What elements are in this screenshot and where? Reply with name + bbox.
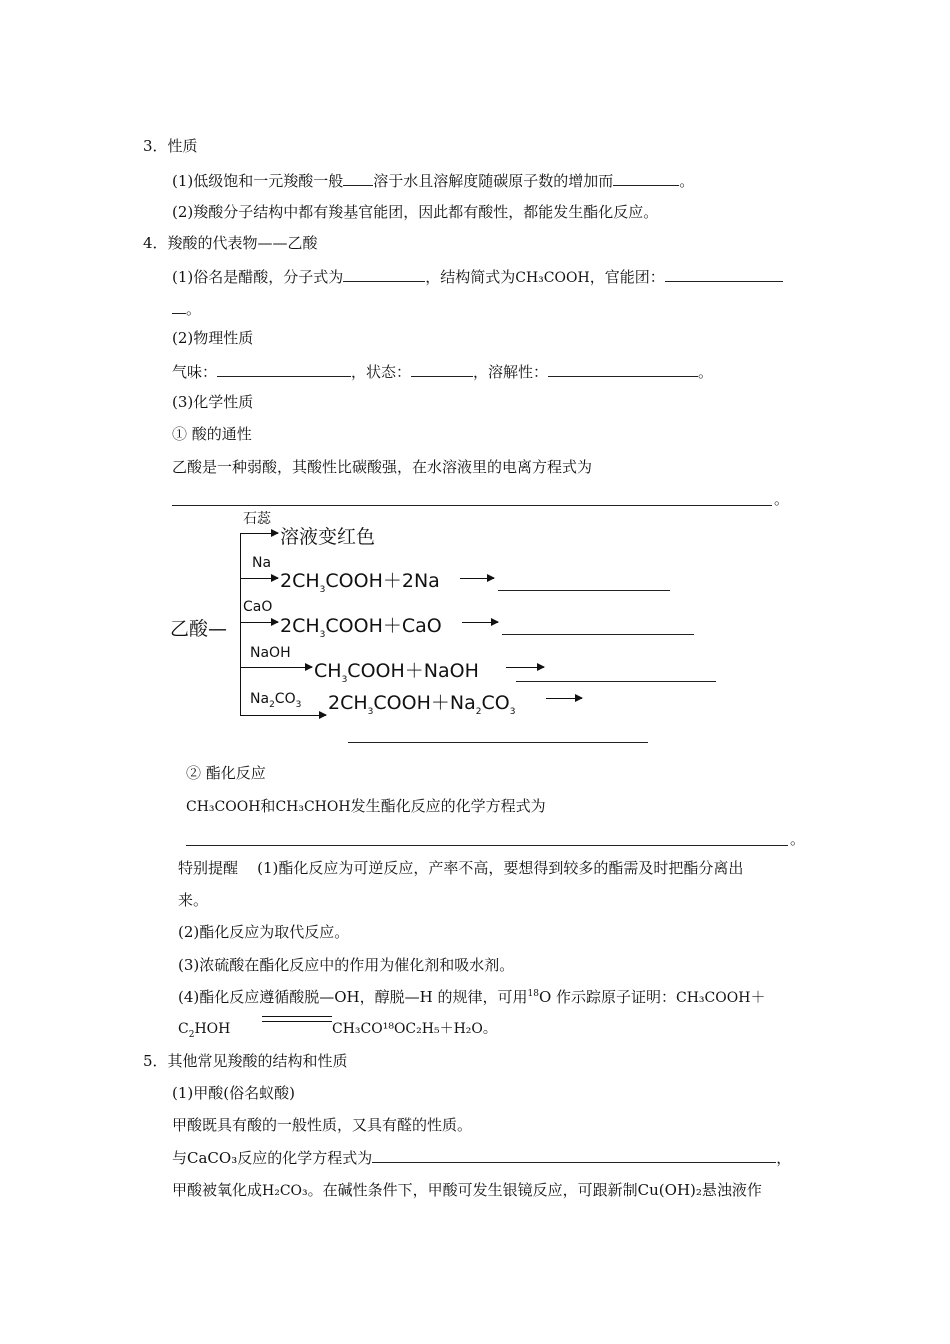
reagent-na2co3-b: CO (274, 691, 296, 707)
eq-na-sub: 3 (319, 584, 326, 595)
eq-na2co3-sub-c: 3 (509, 706, 516, 717)
section-5-heading: 5．其他常见羧酸的结构和性质 (143, 1052, 348, 1070)
caco3-b: 反应的化学方程式为 (237, 1149, 373, 1167)
blank-formula (343, 267, 425, 282)
s5-p1-text: 甲酸既具有酸的一般性质，又具有醛的性质。 (172, 1116, 473, 1134)
tip-3: (3)浓硫酸在酯化反应中的作用为催化剂和吸水剂。 (178, 956, 515, 974)
eq-na2co3-d: CO (481, 692, 510, 714)
s4-line-1-cont (172, 299, 201, 318)
blank-solubility (343, 171, 373, 186)
eq-na-a: 2CH (280, 570, 320, 592)
tip-4-c: C (178, 1021, 189, 1037)
phys-smell-label: 气味： (172, 363, 218, 381)
s3-p1-a: (1)低级饱和一元羧酸一般 (172, 172, 344, 190)
s4-p3: (3)化学性质 (172, 393, 254, 411)
tip-1a-text: (1)酯化反应为可逆反应，产率不高，要想得到较多的酯需及时把酯分离出 (257, 859, 744, 877)
s4-p1-c: ，官能团： (589, 268, 665, 286)
arrow-na2co3 (240, 715, 326, 716)
eq-na2co3-sub-a: 3 (367, 706, 374, 717)
blank-solubility-2 (548, 362, 698, 377)
reagent-na: Na (252, 555, 272, 571)
blank-na2co3-product (348, 742, 648, 743)
eq-cao-sub: 3 (319, 629, 326, 640)
eq-na2co3-sub-b: 2 (475, 706, 482, 717)
tip-4-product: CH₃CO¹⁸OC₂H₅＋H₂O。 (332, 1021, 497, 1037)
arrow-cao (240, 622, 278, 623)
eq-na2co3-c: ＋Na (430, 692, 476, 714)
tip-4-hoh: HOH (194, 1021, 231, 1037)
ester-text: 发生酯化反应的化学方程式为 (350, 797, 546, 815)
s5-caco3-line (172, 1148, 791, 1167)
s3-p1-end: 。 (679, 172, 695, 190)
blank-smell (217, 362, 351, 377)
blank-trend (613, 171, 679, 186)
tip-4-sub: 2 (188, 1029, 195, 1040)
phys-end: 。 (698, 363, 714, 381)
s4-p3-1-text: 乙酸是一种弱酸，其酸性比碳酸强，在水溶液里的电离方程式为 (172, 458, 593, 476)
reagent-naoh: NaOH (250, 645, 291, 661)
arrow-na-product (460, 578, 494, 579)
tip-1b: 来。 (178, 891, 209, 909)
arrow-naoh (240, 667, 312, 668)
eq-naoh (314, 656, 479, 685)
reversible-arrow-icon (262, 1014, 332, 1024)
s4-p1-a: (1)俗名是醋酸，分子式为 (172, 268, 344, 286)
s4-phys-line (172, 362, 713, 381)
s4-p1-end: 。 (186, 300, 202, 318)
eq-cao (280, 611, 442, 640)
caco3-a: 与 (172, 1149, 188, 1167)
eq-cao-b: COOH (325, 615, 383, 637)
eq-naoh-a: CH (314, 660, 342, 682)
eq-naoh-c: ＋NaOH (404, 660, 479, 682)
blank-ester-equation (186, 845, 788, 846)
arrow-na2co3-product (546, 698, 582, 699)
ionization-end: 。 (774, 490, 790, 508)
h2co3-formula: H₂CO₃ (262, 1183, 308, 1199)
s4-p3-1: ① 酸的通性 (172, 425, 252, 443)
arrow-litmus (240, 533, 278, 534)
reagent-na2co3-sub2: 2 (269, 699, 275, 710)
eq-na-c: ＋2Na (382, 570, 440, 592)
blank-na-product (498, 590, 670, 591)
eq-naoh-sub: 3 (341, 674, 348, 685)
ester-and: 和 (260, 797, 276, 815)
s4-p3-2: ② 酯化反应 (186, 764, 266, 782)
blank-naoh-product (516, 681, 716, 682)
blank-ionization (172, 505, 772, 506)
tip-4-plus: ＋ (750, 988, 766, 1006)
arrow-na (240, 578, 278, 579)
s3-line-2: (2)羧酸分子结构中都有羧基官能团，因此都有酸性，都能发生酯化反应。 (172, 203, 659, 221)
diagram-trunk (240, 533, 241, 716)
reagent-na2co3-sub3: 3 (295, 699, 302, 710)
s4-p2: (2)物理性质 (172, 329, 254, 347)
tip-4-reactant (178, 1021, 230, 1041)
ch3cooh-formula: CH₃COOH (515, 270, 590, 286)
reagent-na2co3-a: Na (250, 691, 270, 707)
tip-4a (178, 988, 765, 1007)
mass-18: 18 (527, 989, 539, 999)
diagram-root: 乙酸— (170, 618, 228, 640)
blank-state (411, 362, 473, 377)
reagent-na2co3 (250, 691, 301, 710)
ch3cooh-ester: CH₃COOH (186, 799, 261, 815)
s5-last-line (172, 1181, 762, 1200)
eq-na2co3 (328, 688, 515, 717)
s4-p1-b: ，结构简式为 (425, 268, 516, 286)
section-3-heading: 3．性质 (143, 137, 198, 155)
blank-functional-group-cont (172, 299, 186, 314)
blank-functional-group (665, 267, 783, 282)
reagent-litmus: 石蕊 (243, 511, 271, 527)
s3-line-1 (172, 171, 694, 190)
ch3cooh-tip: CH₃COOH (676, 990, 751, 1006)
last-b: 。在碱性条件下，甲酸可发生银镜反应，可跟新制 (307, 1181, 638, 1199)
tip-4a-text: (4)酯化反应遵循酸脱—OH，醇脱—H 的规律，可用 (178, 988, 528, 1006)
arrow-naoh-product (506, 667, 544, 668)
blank-cao-product (502, 634, 694, 635)
last-c: 悬浊液作 (701, 1181, 762, 1199)
eq-cao-a: 2CH (280, 615, 320, 637)
blank-caco3-equation (372, 1148, 776, 1163)
s4-line-1 (172, 267, 783, 287)
tip-1a (178, 859, 743, 877)
s3-p1-b: 溶于水且溶解度随碳原子数的增加而 (373, 172, 614, 190)
phys-solubility-label: ，溶解性： (473, 363, 549, 381)
caco3-formula: CaCO₃ (187, 1149, 238, 1167)
tip-4b-text: O 作示踪原子证明： (538, 988, 677, 1006)
tips-title: 特别提醒 (178, 859, 239, 877)
eq-na (280, 566, 440, 595)
eq-na-b: COOH (325, 570, 383, 592)
ester-line (186, 797, 546, 816)
ester-end: 。 (790, 830, 806, 848)
ch3choh: CH₃CHOH (275, 799, 351, 815)
eq-na2co3-b: COOH (373, 692, 431, 714)
phys-state-label: ，状态： (351, 363, 412, 381)
cuoh2-formula: Cu(OH)₂ (637, 1181, 702, 1199)
eq-naoh-b: COOH (347, 660, 405, 682)
tip-2: (2)酯化反应为取代反应。 (178, 923, 350, 941)
s5-p1: (1)甲酸(俗名蚁酸) (172, 1084, 295, 1102)
arrow-cao-product (462, 622, 498, 623)
result-red: 溶液变红色 (280, 526, 376, 548)
eq-cao-c: ＋CaO (382, 615, 442, 637)
eq-na2co3-a: 2CH (328, 692, 368, 714)
caco3-end: ， (776, 1149, 792, 1167)
reagent-cao: CaO (243, 599, 273, 615)
last-a: 甲酸被氧化成 (172, 1181, 263, 1199)
section-4-heading: 4．羧酸的代表物——乙酸 (143, 234, 318, 252)
